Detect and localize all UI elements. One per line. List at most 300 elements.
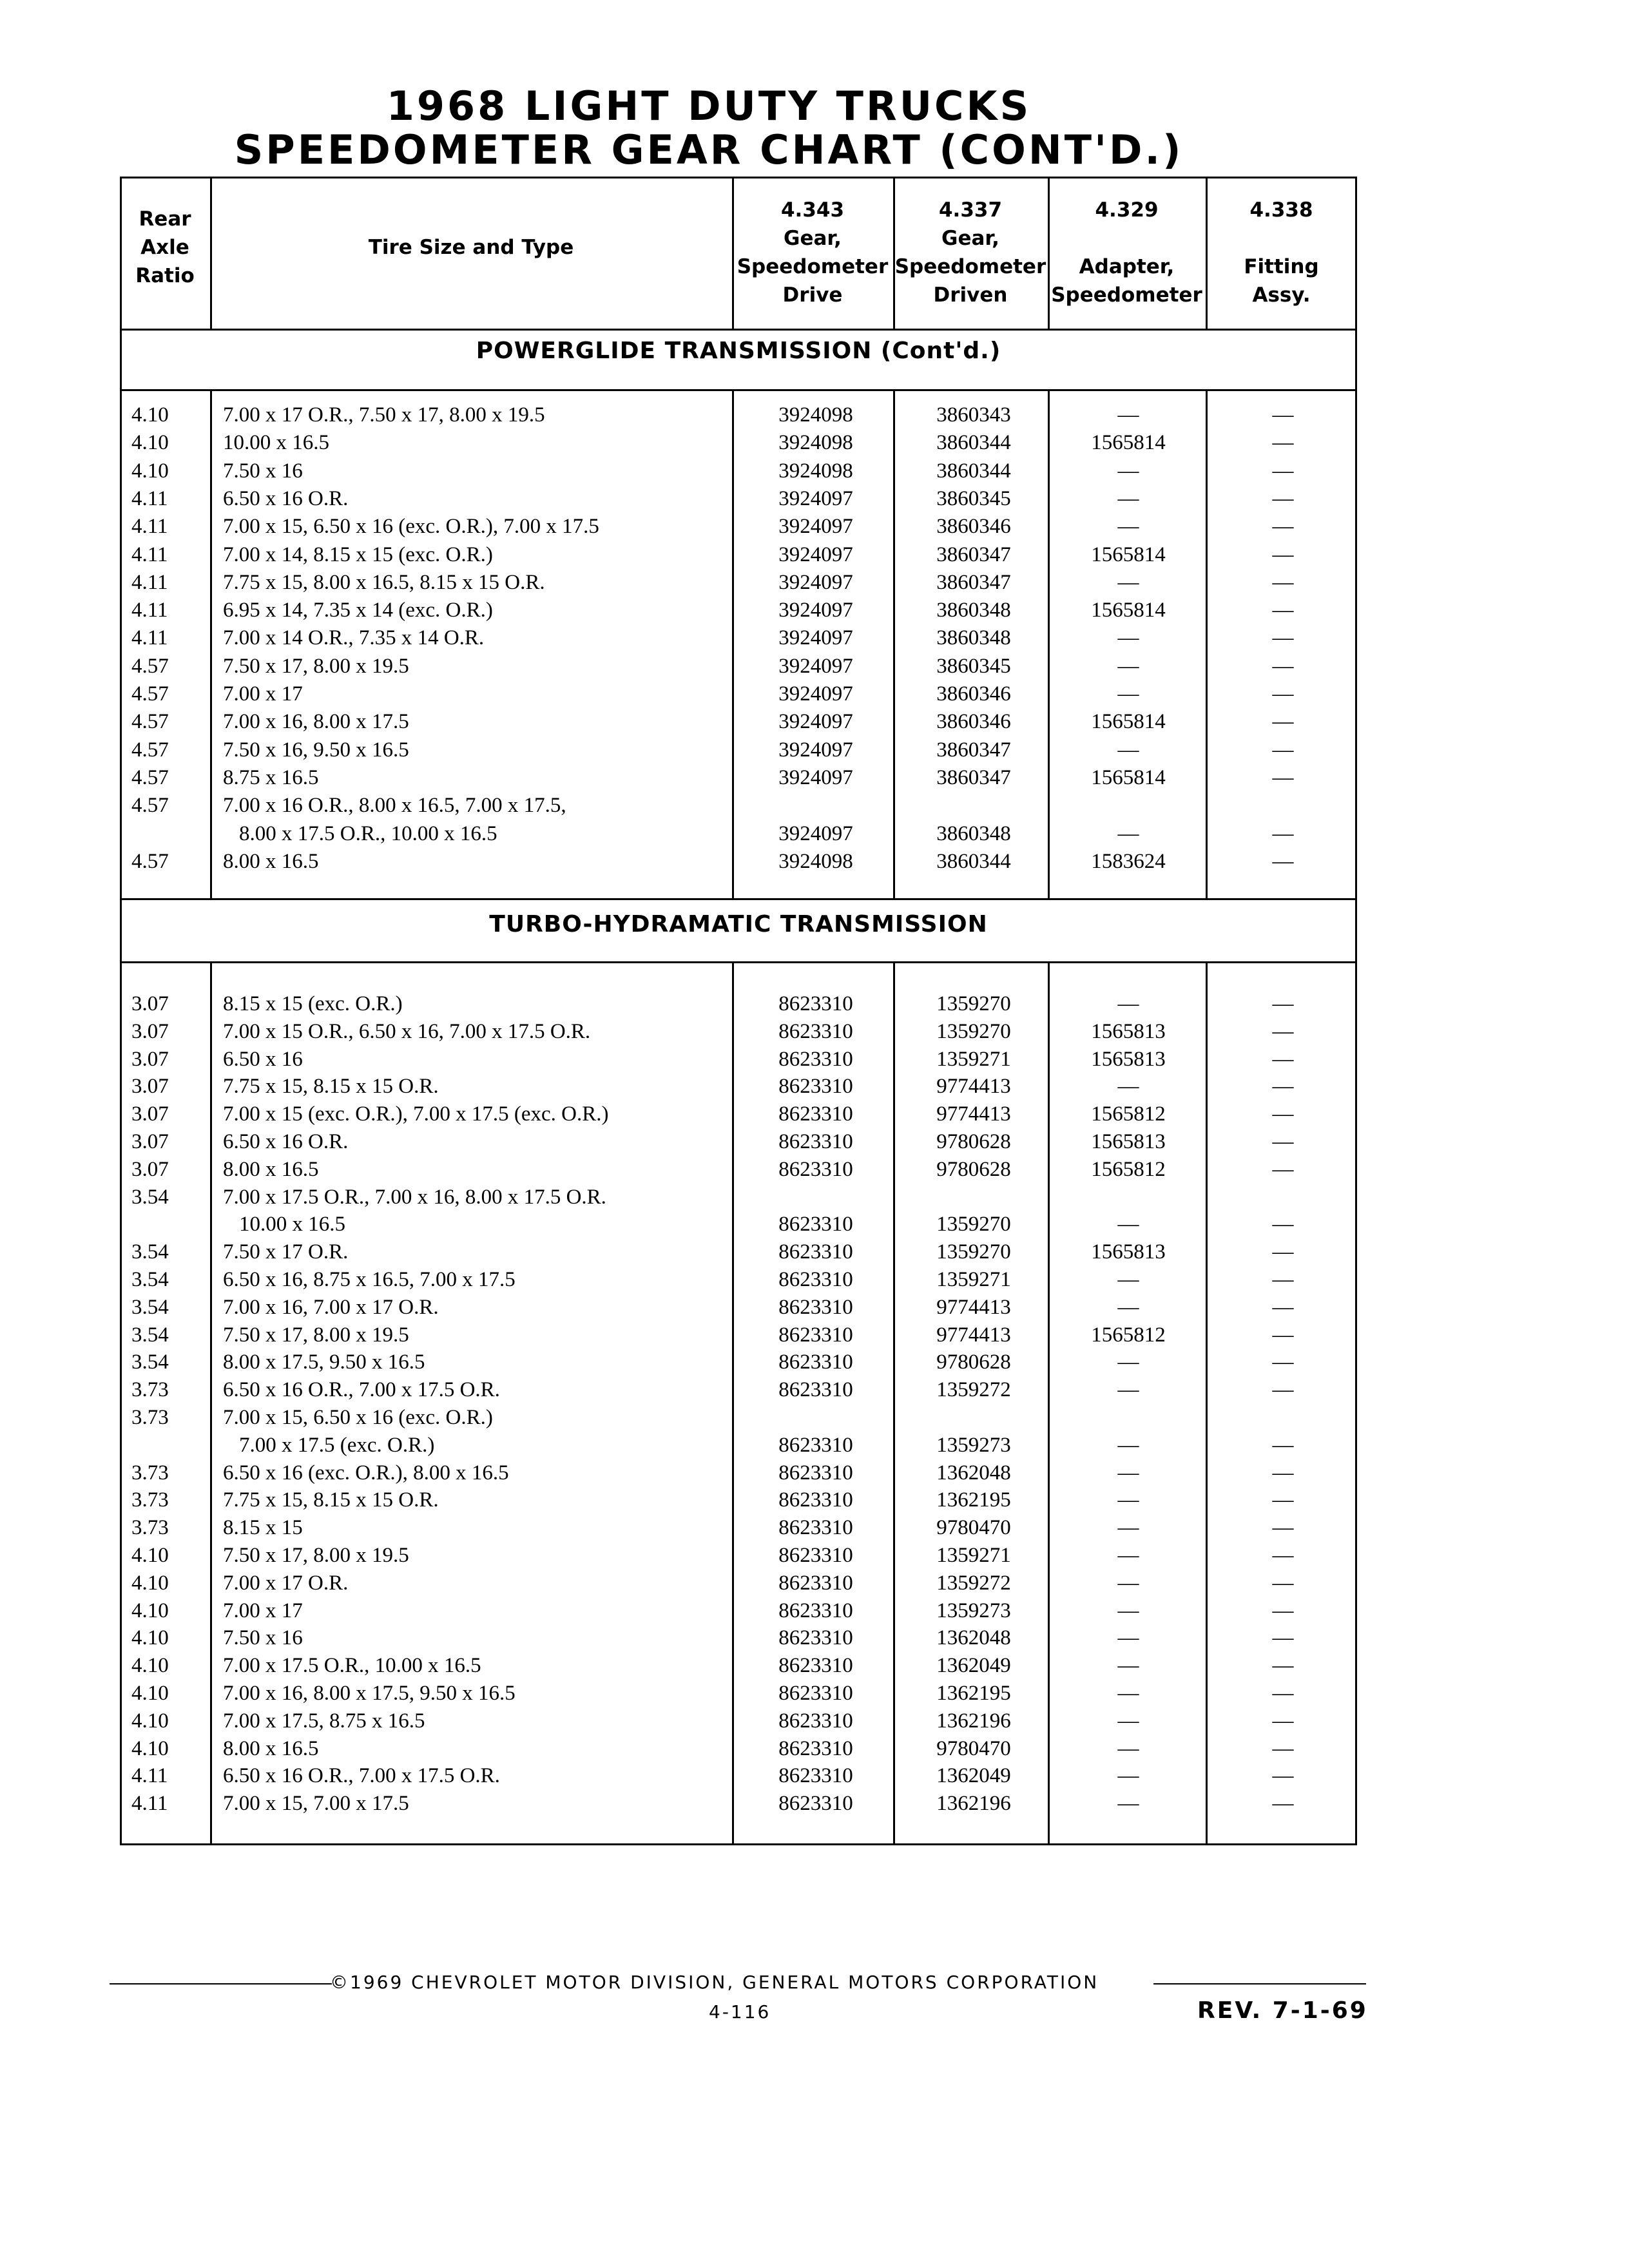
cell-drive: 8623310: [778, 1047, 853, 1071]
table-row: [120, 1017, 1357, 1046]
table-row: [120, 1486, 1357, 1514]
cell-tire: 6.50 x 16 O.R.: [223, 1130, 349, 1153]
cell-adapter: —: [1117, 1682, 1139, 1705]
cell-adapter: —: [1117, 1350, 1139, 1374]
section-title-turbo-hydramatic: TURBO-HYDRAMATIC TRANSMISSION: [489, 911, 988, 937]
table-row: [120, 1569, 1357, 1597]
cell-ratio: 3.54: [131, 1295, 169, 1319]
cell-tire: 7.00 x 17.5 O.R., 7.00 x 16, 8.00 x 17.5 O.R.: [223, 1185, 606, 1209]
cell-adapter: —: [1117, 1736, 1139, 1760]
cell-driven: 1362049: [936, 1764, 1011, 1788]
cell-drive: 3924098: [778, 403, 853, 427]
table-row: [120, 428, 1357, 457]
table-row: [120, 1762, 1357, 1790]
cell-ratio: 3.07: [131, 1130, 169, 1153]
cell-ratio: 4.57: [131, 765, 169, 789]
cell-fitting: —: [1272, 1682, 1294, 1705]
header-fitting: 4.338 Fitting Assy.: [1244, 198, 1319, 307]
cell-tire: 7.50 x 16: [223, 1626, 303, 1650]
cell-adapter: —: [1117, 1461, 1139, 1485]
table-row: [120, 847, 1357, 876]
cell-fitting: —: [1272, 543, 1294, 566]
cell-driven: 9780628: [936, 1130, 1011, 1153]
header-drive: 4.343 Gear, Speedometer Drive: [737, 198, 889, 307]
footer-rule-right: [1153, 1983, 1366, 1984]
cell-ratio: 3.73: [131, 1406, 169, 1429]
cell-fitting: —: [1272, 1736, 1294, 1760]
cell-drive: 3924097: [778, 515, 853, 539]
cell-adapter: 1565812: [1091, 1102, 1166, 1126]
cell-adapter: 1565812: [1091, 1157, 1166, 1181]
cell-tire: 7.50 x 16, 9.50 x 16.5: [223, 738, 409, 762]
cell-drive: 8623310: [778, 1709, 853, 1733]
cell-drive: 8623310: [778, 1350, 853, 1374]
cell-driven: 9780470: [936, 1516, 1011, 1540]
page-title-line2: SPEEDOMETER GEAR CHART (CONT'D.): [234, 126, 1184, 173]
cell-adapter: —: [1117, 1571, 1139, 1595]
section-divider: [120, 389, 1357, 391]
cell-ratio: 4.57: [131, 738, 169, 762]
header-driven: 4.337 Gear, Speedometer Driven: [894, 198, 1046, 307]
cell-ratio: 4.10: [131, 1571, 169, 1595]
cell-driven: 3860347: [936, 765, 1011, 789]
cell-driven: 9774413: [936, 1102, 1011, 1126]
cell-driven: 1362048: [936, 1461, 1011, 1485]
table-row: [120, 1348, 1357, 1376]
cell-adapter: —: [1117, 1709, 1139, 1733]
cell-drive: 3924097: [778, 765, 853, 789]
cell-tire: 8.00 x 17.5 O.R., 10.00 x 16.5: [239, 822, 497, 845]
cell-drive: 8623310: [778, 1295, 853, 1319]
cell-tire: 6.50 x 16, 8.75 x 16.5, 7.00 x 17.5: [223, 1268, 516, 1291]
cell-tire: 6.50 x 16 (exc. O.R.), 8.00 x 16.5: [223, 1461, 509, 1485]
cell-fitting: —: [1272, 710, 1294, 734]
cell-tire: 8.00 x 17.5, 9.50 x 16.5: [223, 1350, 425, 1374]
table-row: [120, 1597, 1357, 1625]
cell-adapter: —: [1117, 1268, 1139, 1291]
cell-ratio: 4.11: [131, 1792, 168, 1816]
table-row: [120, 1155, 1357, 1184]
cell-drive: 8623310: [778, 1682, 853, 1705]
cell-adapter: —: [1117, 1654, 1139, 1678]
cell-ratio: 4.57: [131, 849, 169, 873]
cell-drive: 3924097: [778, 543, 853, 566]
cell-driven: 3860348: [936, 599, 1011, 622]
cell-tire: 10.00 x 16.5: [239, 1213, 345, 1236]
cell-ratio: 4.10: [131, 1682, 169, 1705]
table-row: [120, 1735, 1357, 1763]
cell-drive: 3924097: [778, 738, 853, 762]
cell-ratio: 4.57: [131, 682, 169, 706]
cell-adapter: —: [1117, 1544, 1139, 1567]
footer-copyright: ©1969 CHEVROLET MOTOR DIVISION, GENERAL MOTORS CORPORATION: [330, 1972, 1099, 1993]
cell-fitting: —: [1272, 431, 1294, 455]
cell-ratio: 3.54: [131, 1350, 169, 1374]
section-title-powerglide: POWERGLIDE TRANSMISSION (Cont'd.): [476, 338, 1001, 364]
cell-driven: 9780628: [936, 1350, 1011, 1374]
cell-tire: 7.00 x 14, 8.15 x 15 (exc. O.R.): [223, 543, 493, 566]
cell-drive: 8623310: [778, 1240, 853, 1264]
cell-ratio: 4.10: [131, 1654, 169, 1678]
cell-drive: 8623310: [778, 1461, 853, 1485]
cell-fitting: —: [1272, 1213, 1294, 1236]
cell-ratio: 4.10: [131, 1626, 169, 1650]
footer-page-number: 4-116: [709, 2001, 771, 2023]
cell-tire: 6.50 x 16 O.R., 7.00 x 17.5 O.R.: [223, 1378, 500, 1402]
cell-fitting: —: [1272, 1764, 1294, 1788]
cell-fitting: —: [1272, 682, 1294, 706]
cell-ratio: 4.11: [131, 570, 168, 594]
cell-drive: 8623310: [778, 1654, 853, 1678]
cell-tire: 8.15 x 15 (exc. O.R.): [223, 992, 403, 1015]
cell-drive: 3924097: [778, 822, 853, 845]
cell-tire: 8.75 x 16.5: [223, 765, 319, 789]
cell-ratio: 4.11: [131, 515, 168, 539]
cell-adapter: —: [1117, 1075, 1139, 1099]
cell-ratio: 4.57: [131, 794, 169, 818]
cell-driven: 3860348: [936, 626, 1011, 650]
cell-driven: 3860344: [936, 849, 1011, 873]
cell-adapter: 1565813: [1091, 1047, 1166, 1071]
table-row: [120, 820, 1357, 848]
table-row: [120, 1238, 1357, 1266]
cell-fitting: —: [1272, 1792, 1294, 1816]
cell-drive: 8623310: [778, 1075, 853, 1099]
cell-adapter: 1565812: [1091, 1323, 1166, 1347]
header-rear-axle-ratio: Rear Axle Ratio: [135, 207, 195, 287]
cell-ratio: 4.57: [131, 654, 169, 678]
cell-adapter: —: [1117, 822, 1139, 845]
cell-ratio: 3.73: [131, 1488, 169, 1512]
cell-driven: 3860346: [936, 710, 1011, 734]
table-row: [120, 1072, 1357, 1100]
cell-fitting: —: [1272, 1571, 1294, 1595]
cell-driven: 1359270: [936, 1019, 1011, 1043]
cell-ratio: 3.54: [131, 1185, 169, 1209]
cell-tire: 6.95 x 14, 7.35 x 14 (exc. O.R.): [223, 599, 493, 622]
page-title-line1: 1968 LIGHT DUTY TRUCKS: [386, 82, 1032, 130]
cell-adapter: —: [1117, 654, 1139, 678]
cell-fitting: —: [1272, 570, 1294, 594]
cell-fitting: —: [1272, 738, 1294, 762]
cell-fitting: —: [1272, 1350, 1294, 1374]
cell-driven: 9774413: [936, 1075, 1011, 1099]
table-row: [120, 624, 1357, 652]
cell-drive: 3924097: [778, 682, 853, 706]
cell-fitting: —: [1272, 1461, 1294, 1485]
table-row: [120, 485, 1357, 513]
cell-tire: 10.00 x 16.5: [223, 431, 329, 455]
cell-driven: 3860347: [936, 543, 1011, 566]
cell-adapter: —: [1117, 515, 1139, 539]
cell-driven: 1359273: [936, 1433, 1011, 1457]
cell-ratio: 4.10: [131, 1599, 169, 1622]
cell-fitting: —: [1272, 1544, 1294, 1567]
cell-ratio: 3.07: [131, 992, 169, 1015]
cell-driven: 1359271: [936, 1047, 1011, 1071]
cell-tire: 7.00 x 17 O.R., 7.50 x 17, 8.00 x 19.5: [223, 403, 545, 427]
cell-ratio: 4.57: [131, 710, 169, 734]
cell-tire: 7.00 x 16, 8.00 x 17.5: [223, 710, 409, 734]
cell-driven: 1359271: [936, 1544, 1011, 1567]
table-row: [120, 1128, 1357, 1156]
cell-driven: 9774413: [936, 1295, 1011, 1319]
table-row: [120, 1541, 1357, 1570]
cell-drive: 3924097: [778, 654, 853, 678]
cell-adapter: —: [1117, 1433, 1139, 1457]
cell-tire: 7.00 x 15, 6.50 x 16 (exc. O.R.): [223, 1406, 493, 1429]
cell-adapter: —: [1117, 1792, 1139, 1816]
cell-fitting: —: [1272, 599, 1294, 622]
cell-tire: 7.50 x 16: [223, 459, 303, 483]
cell-tire: 7.50 x 17 O.R.: [223, 1240, 349, 1264]
table-row: [120, 1100, 1357, 1128]
cell-adapter: —: [1117, 1295, 1139, 1319]
cell-driven: 3860344: [936, 431, 1011, 455]
cell-tire: 7.00 x 17: [223, 1599, 303, 1622]
cell-adapter: —: [1117, 403, 1139, 427]
cell-drive: 8623310: [778, 992, 853, 1015]
cell-ratio: 4.10: [131, 431, 169, 455]
cell-tire: 7.50 x 17, 8.00 x 19.5: [223, 1323, 409, 1347]
cell-adapter: —: [1117, 1516, 1139, 1540]
cell-tire: 8.00 x 16.5: [223, 1736, 319, 1760]
cell-driven: 9774413: [936, 1323, 1011, 1347]
table-row: [120, 1707, 1357, 1735]
cell-drive: 8623310: [778, 1019, 853, 1043]
cell-drive: 3924097: [778, 626, 853, 650]
cell-adapter: 1565814: [1091, 765, 1166, 789]
table-row: [120, 680, 1357, 708]
cell-fitting: —: [1272, 849, 1294, 873]
cell-ratio: 3.73: [131, 1516, 169, 1540]
cell-fitting: —: [1272, 1323, 1294, 1347]
table-row: [120, 1431, 1357, 1459]
footer-rule-left: [110, 1983, 332, 1984]
cell-tire: 7.00 x 17.5, 8.75 x 16.5: [223, 1709, 425, 1733]
cell-drive: 8623310: [778, 1516, 853, 1540]
cell-tire: 7.50 x 17, 8.00 x 19.5: [223, 654, 409, 678]
cell-ratio: 3.73: [131, 1461, 169, 1485]
cell-tire: 7.00 x 17.5 O.R., 10.00 x 16.5: [223, 1654, 481, 1678]
cell-fitting: —: [1272, 486, 1294, 510]
cell-driven: 1362195: [936, 1488, 1011, 1512]
cell-fitting: —: [1272, 765, 1294, 789]
cell-fitting: —: [1272, 1130, 1294, 1153]
cell-ratio: 3.54: [131, 1323, 169, 1347]
table-row: [120, 596, 1357, 624]
cell-fitting: —: [1272, 1654, 1294, 1678]
table-row: [120, 1403, 1357, 1432]
cell-adapter: 1565814: [1091, 710, 1166, 734]
cell-driven: 9780628: [936, 1157, 1011, 1181]
cell-fitting: —: [1272, 459, 1294, 483]
cell-driven: 1362196: [936, 1792, 1011, 1816]
section-divider: [120, 898, 1357, 900]
cell-tire: 6.50 x 16: [223, 1047, 303, 1071]
cell-tire: 8.15 x 15: [223, 1516, 303, 1540]
cell-adapter: —: [1117, 1764, 1139, 1788]
cell-ratio: 3.07: [131, 1047, 169, 1071]
cell-driven: 1359270: [936, 1213, 1011, 1236]
speedometer-gear-table: [120, 177, 1357, 1845]
cell-tire: 7.00 x 15, 6.50 x 16 (exc. O.R.), 7.00 x 17.5: [223, 515, 599, 539]
cell-ratio: 4.10: [131, 459, 169, 483]
table-row: [120, 1459, 1357, 1487]
cell-tire: 7.00 x 15 O.R., 6.50 x 16, 7.00 x 17.5 O.R.: [223, 1019, 591, 1043]
cell-fitting: —: [1272, 992, 1294, 1015]
cell-adapter: —: [1117, 1213, 1139, 1236]
cell-drive: 8623310: [778, 1268, 853, 1291]
cell-tire: 7.00 x 16 O.R., 8.00 x 16.5, 7.00 x 17.5,: [223, 794, 566, 818]
table-row: [120, 791, 1357, 820]
table-row: [120, 1679, 1357, 1707]
cell-tire: 7.00 x 17 O.R.: [223, 1571, 349, 1595]
cell-tire: 7.00 x 17.5 (exc. O.R.): [239, 1433, 435, 1457]
cell-tire: 7.00 x 15 (exc. O.R.), 7.00 x 17.5 (exc. O.R.): [223, 1102, 609, 1126]
cell-driven: 3860344: [936, 459, 1011, 483]
cell-fitting: —: [1272, 1075, 1294, 1099]
cell-drive: 3924097: [778, 486, 853, 510]
cell-drive: 8623310: [778, 1213, 853, 1236]
cell-drive: 8623310: [778, 1571, 853, 1595]
cell-adapter: 1565813: [1091, 1240, 1166, 1264]
cell-ratio: 4.10: [131, 1736, 169, 1760]
cell-ratio: 4.10: [131, 1709, 169, 1733]
cell-driven: 1359273: [936, 1599, 1011, 1622]
cell-drive: 8623310: [778, 1792, 853, 1816]
cell-adapter: 1583624: [1091, 849, 1166, 873]
cell-adapter: 1565814: [1091, 431, 1166, 455]
table-row: [120, 512, 1357, 541]
cell-adapter: —: [1117, 626, 1139, 650]
table-row: [120, 736, 1357, 764]
cell-fitting: —: [1272, 626, 1294, 650]
cell-drive: 3924097: [778, 570, 853, 594]
section-divider: [120, 961, 1357, 963]
cell-driven: 1359270: [936, 1240, 1011, 1264]
table-row: [120, 1651, 1357, 1680]
cell-ratio: 3.07: [131, 1019, 169, 1043]
cell-driven: 1359270: [936, 992, 1011, 1015]
cell-driven: 9780470: [936, 1736, 1011, 1760]
cell-ratio: 3.73: [131, 1378, 169, 1402]
cell-driven: 3860348: [936, 822, 1011, 845]
cell-fitting: —: [1272, 1157, 1294, 1181]
cell-adapter: —: [1117, 1626, 1139, 1650]
cell-tire: 7.00 x 17: [223, 682, 303, 706]
cell-drive: 8623310: [778, 1378, 853, 1402]
table-row: [120, 541, 1357, 569]
table-row: [120, 1183, 1357, 1211]
table-row: [120, 1789, 1357, 1818]
cell-adapter: —: [1117, 738, 1139, 762]
cell-drive: 3924098: [778, 459, 853, 483]
cell-adapter: 1565814: [1091, 543, 1166, 566]
cell-adapter: —: [1117, 992, 1139, 1015]
cell-fitting: —: [1272, 1378, 1294, 1402]
cell-ratio: 4.10: [131, 403, 169, 427]
table-row: [120, 1514, 1357, 1542]
cell-drive: 8623310: [778, 1599, 853, 1622]
table-row: [120, 1624, 1357, 1652]
table-row: [120, 764, 1357, 792]
cell-fitting: —: [1272, 1295, 1294, 1319]
header-tire-size: Tire Size and Type: [368, 236, 574, 259]
cell-drive: 8623310: [778, 1544, 853, 1567]
header-divider: [120, 329, 1357, 331]
cell-drive: 8623310: [778, 1130, 853, 1153]
cell-drive: 3924098: [778, 431, 853, 455]
cell-drive: 3924098: [778, 849, 853, 873]
cell-tire: 7.75 x 15, 8.00 x 16.5, 8.15 x 15 O.R.: [223, 570, 545, 594]
cell-drive: 8623310: [778, 1764, 853, 1788]
cell-driven: 3860343: [936, 403, 1011, 427]
cell-tire: 7.00 x 16, 8.00 x 17.5, 9.50 x 16.5: [223, 1682, 516, 1705]
table-row: [120, 568, 1357, 597]
cell-ratio: 4.11: [131, 543, 168, 566]
cell-fitting: —: [1272, 403, 1294, 427]
cell-fitting: —: [1272, 1102, 1294, 1126]
cell-fitting: —: [1272, 1240, 1294, 1264]
cell-fitting: —: [1272, 1047, 1294, 1071]
table-row: [120, 401, 1357, 429]
cell-adapter: —: [1117, 570, 1139, 594]
cell-driven: 3860346: [936, 682, 1011, 706]
table-row: [120, 707, 1357, 736]
cell-adapter: 1565813: [1091, 1019, 1166, 1043]
cell-fitting: —: [1272, 1433, 1294, 1457]
cell-fitting: —: [1272, 1599, 1294, 1622]
table-row: [120, 990, 1357, 1018]
table-row: [120, 1265, 1357, 1294]
cell-fitting: —: [1272, 515, 1294, 539]
cell-adapter: —: [1117, 459, 1139, 483]
cell-ratio: 4.11: [131, 626, 168, 650]
cell-ratio: 3.54: [131, 1268, 169, 1291]
cell-driven: 3860346: [936, 515, 1011, 539]
cell-driven: 3860345: [936, 486, 1011, 510]
cell-fitting: —: [1272, 1709, 1294, 1733]
cell-adapter: —: [1117, 682, 1139, 706]
cell-drive: 8623310: [778, 1433, 853, 1457]
cell-ratio: 3.07: [131, 1157, 169, 1181]
cell-adapter: 1565813: [1091, 1130, 1166, 1153]
cell-fitting: —: [1272, 1488, 1294, 1512]
cell-driven: 3860345: [936, 654, 1011, 678]
cell-tire: 7.75 x 15, 8.15 x 15 O.R.: [223, 1488, 439, 1512]
cell-fitting: —: [1272, 1516, 1294, 1540]
cell-ratio: 4.10: [131, 1544, 169, 1567]
cell-fitting: —: [1272, 1626, 1294, 1650]
cell-drive: 8623310: [778, 1102, 853, 1126]
cell-ratio: 4.11: [131, 486, 168, 510]
cell-driven: 1362048: [936, 1626, 1011, 1650]
table-row: [120, 1321, 1357, 1349]
cell-fitting: —: [1272, 1019, 1294, 1043]
cell-tire: 8.00 x 16.5: [223, 1157, 319, 1181]
cell-driven: 3860347: [936, 738, 1011, 762]
footer-revision: REV. 7-1-69: [1197, 1997, 1368, 2024]
cell-driven: 1362195: [936, 1682, 1011, 1705]
cell-adapter: —: [1117, 486, 1139, 510]
cell-ratio: 3.07: [131, 1075, 169, 1099]
cell-fitting: —: [1272, 1268, 1294, 1291]
cell-tire: 7.00 x 15, 7.00 x 17.5: [223, 1792, 409, 1816]
table-row: [120, 1045, 1357, 1073]
cell-tire: 8.00 x 16.5: [223, 849, 319, 873]
cell-tire: 6.50 x 16 O.R.: [223, 486, 349, 510]
